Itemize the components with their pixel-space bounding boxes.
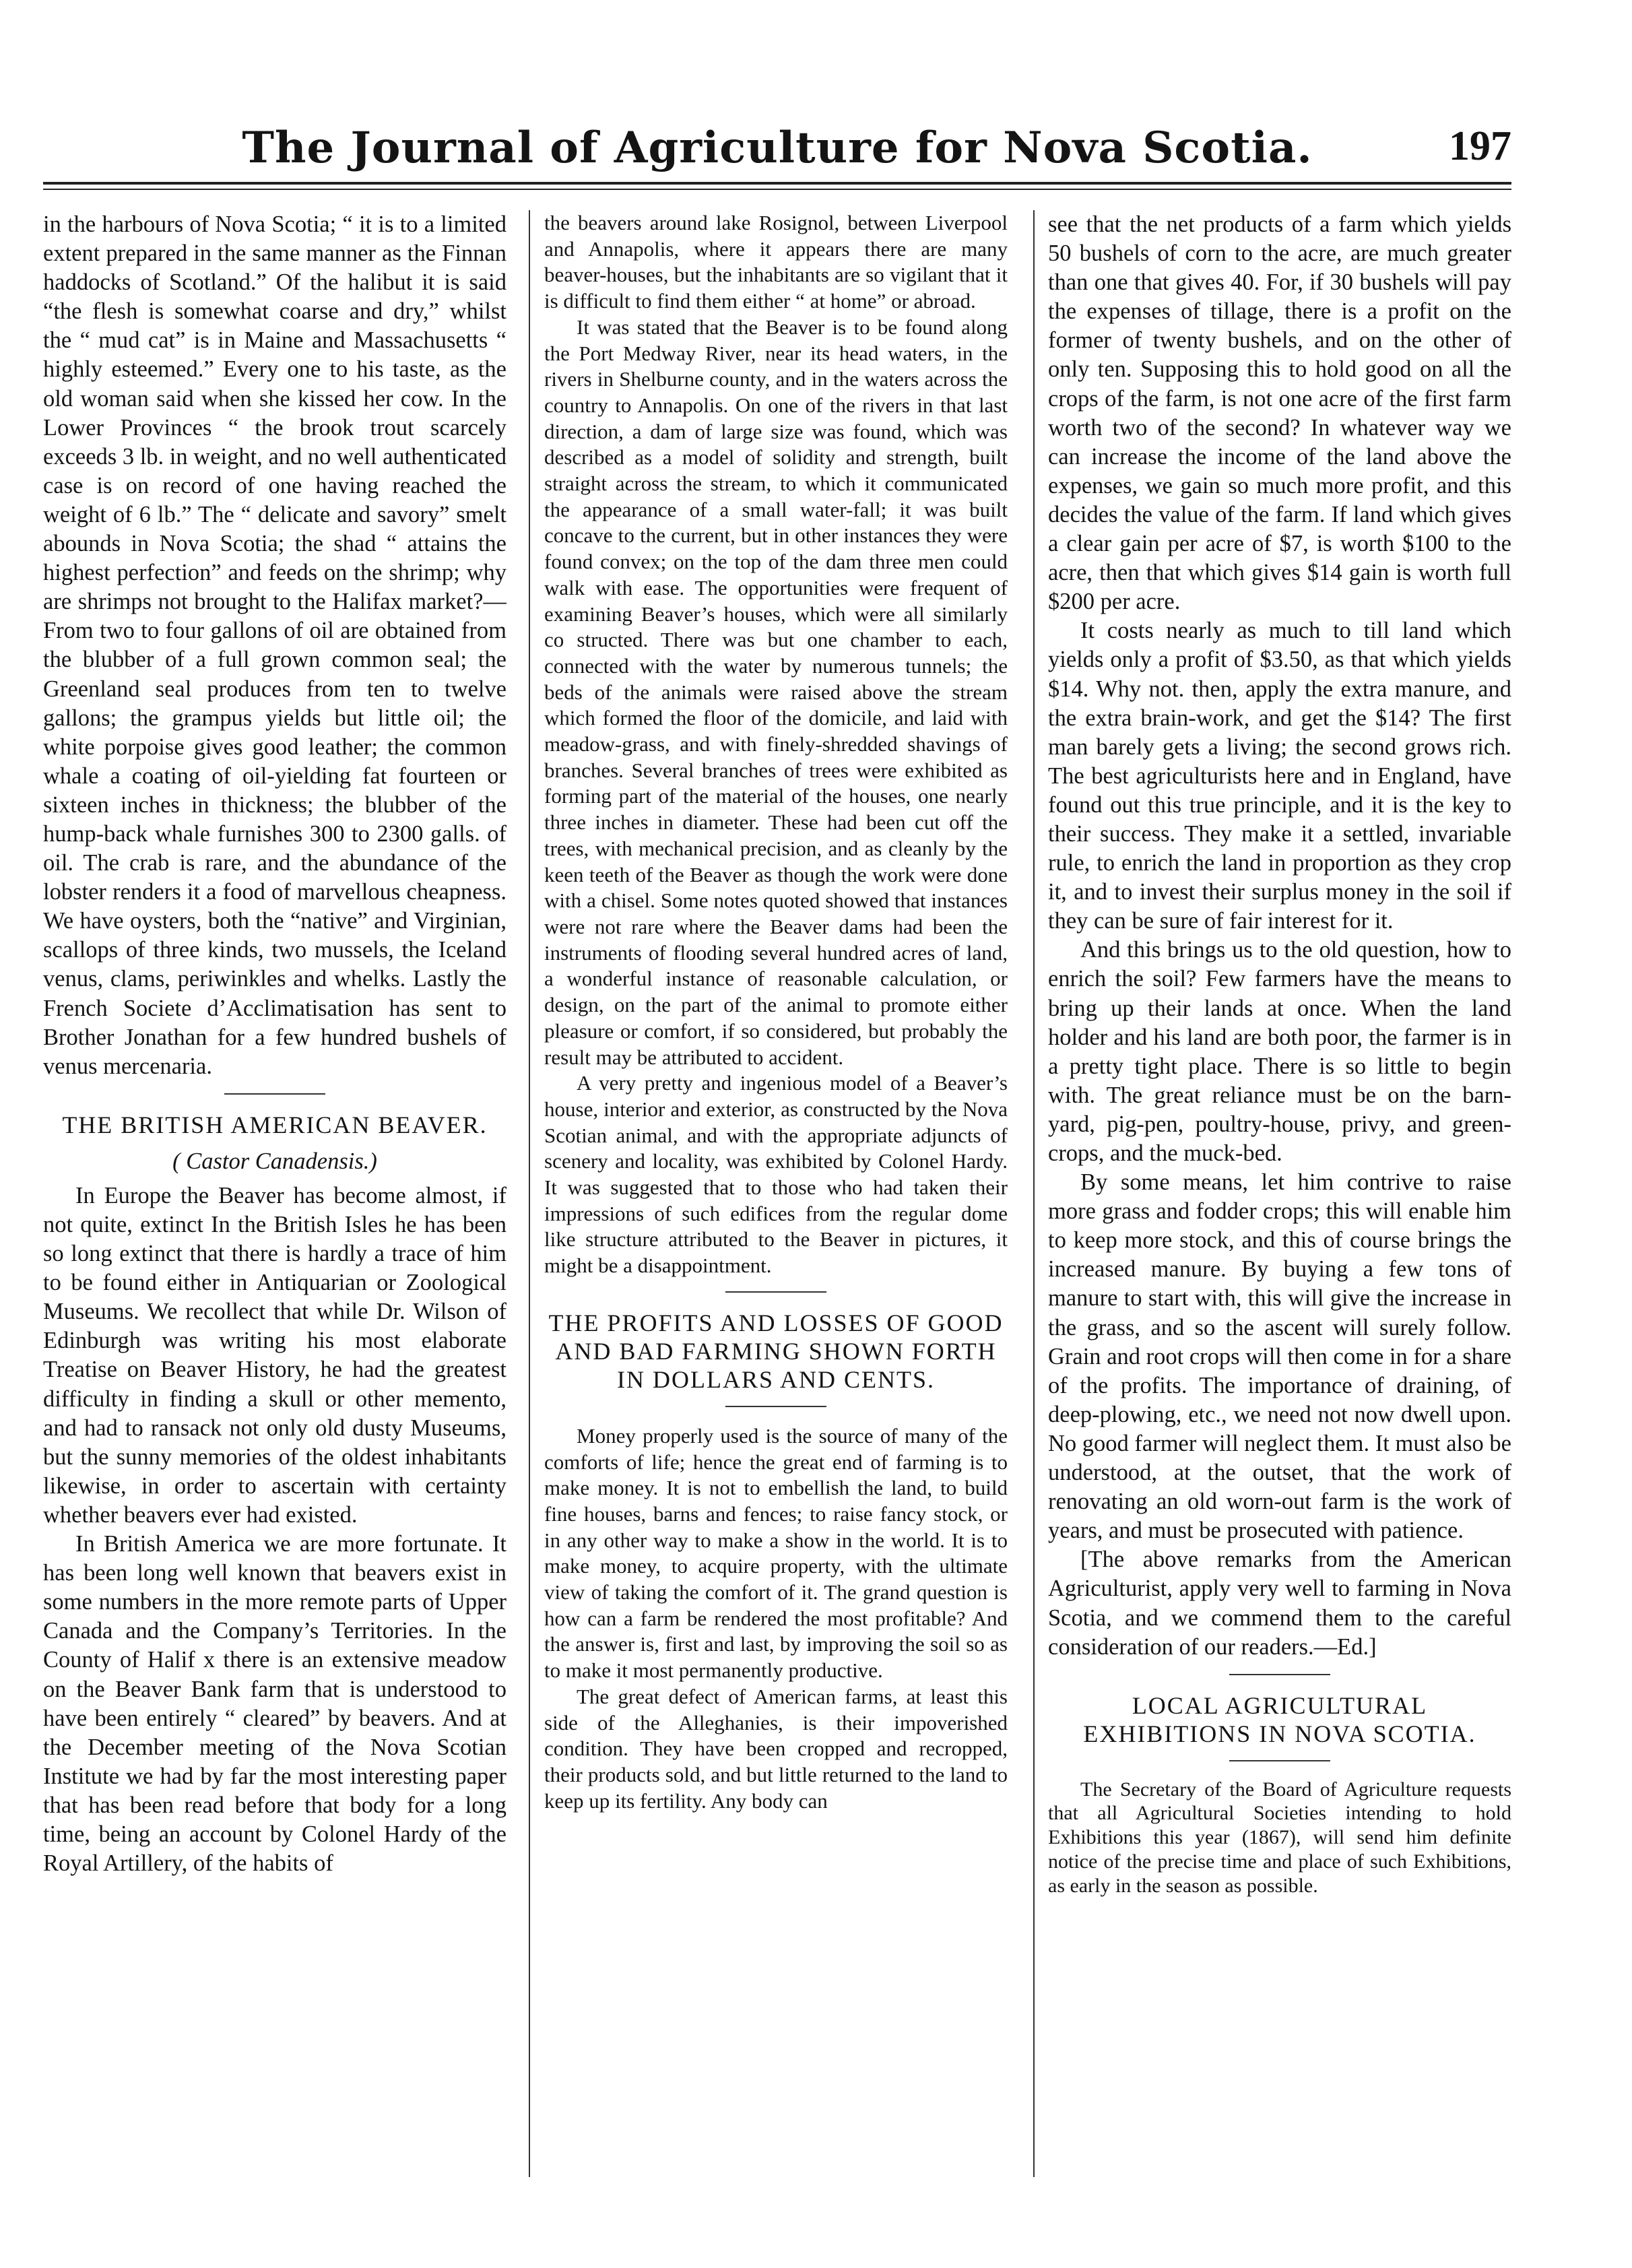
section-divider xyxy=(725,1291,826,1293)
article-paragraph: And this brings us to the old question, how to enrich the soil? Few farmers have the means to bring up their lands at once. When the land holder and his land are both poor, the farmer is in a pretty tight place. There is so little to begin with. The great reliance must be on the barn-yard, pig-pen, poultry-house, privy, and green-crops, and the muck-bed. xyxy=(1048,937,1511,1166)
article-paragraph: It was stated that the Beaver is to be found along the Port Medway River, near its head waters, in the rivers in Shelburne county, and in the waters across the country to Annapolis. On one of the rivers in that last direction, a dam of large size was found, which was described as a model of solidity and strength, built straight across the stream, to which it communicated the appearance of a small water-fall; it was built concave to the current, but in other instances they were found convex; on the top of the dam three men could walk with ease. The opportunities were frequent of examining Beaver’s houses, which were all similarly co structed. There was but one chamber to each, connected with the water by numerous tunnels; the beds of the animals were raised above the stream which formed the floor of the domicile, and laid with meadow-grass, and with finely-shredded shavings of branches. Several branches of trees were exhibited as forming part of the material of the houses, one nearly three inches in diameter. These had been cut off the trees, with mechanical precision, and as cleanly by the keen teeth of the Beaver as though the work were done with a chisel. Some notes quoted showed that instances were not rare where the Beaver dams had been the instruments of flooding several hundred acres of land, a wonderful instance of reasonable calculation, or design, on the part of the animal to promote either pleasure or comfort, if so considered, but probably the result may be attributed to accident. xyxy=(544,315,1008,1069)
column-divider xyxy=(1033,210,1035,2177)
article-paragraph: in the harbours of Nova Scotia; “ it is to a limited extent prepared in the same manner as the Finnan haddocks of Scotland.” Of the halibut it is said “the flesh is somewhat coarse and dry,” whilst the “ mud cat” is in Maine and Massachusetts “ highly esteemed.” Every one to his taste, as the old woman said when she kissed her cow. In the Lower Provinces “ the brook trout scarcely exceeds 3 lb. in weight, and no well authenticated case is on record of one having reached the weight of 6 lb.” The “ delicate and savory” smelt abounds in Nova Scotia; the shad “ attains the highest perfection” and feeds on the shrimp; why are shrimps not brought to the Halifax market?— From two to four gallons of oil are obtained from the blubber of a full grown common seal; the Greenland seal produces from ten to twelve gallons; the grampus yields but little oil; the white porpoise gives good leather; the common whale a coating of oil-yielding fat fourteen or sixteen inches in thickness; the blubber of the hump-back whale furnishes 300 to 2300 galls. of oil. The crab is rare, and the abundance of the lobster renders it a food of marvellous cheapness. We have oysters, both the “native” and Virginian, scallops of three kinds, two mussels, the Iceland venus, clams, periwinkles and whelks. Lastly the French Societe d’Acclimatisation has sent to Brother Jonathan for a few hundred bushels of venus mercenaria. xyxy=(43,212,507,1079)
article-paragraph: The great defect of American farms, at least this side of the Alleghanies, is their impoverished condition. They have been cropped and recropped, their products sold, and but little returned to the land to keep up its fertility. Any body can xyxy=(544,1684,1008,1813)
section-divider xyxy=(224,1093,325,1095)
article-paragraph: It costs nearly as much to till land which yields only a profit of $3.50, as that which yields $14. Why not. then, apply the extra manure, and the extra brain-work, and get the $14? The first man barely gets a living; the second grows rich. The best agriculturists here and in England, have found out this true principle, and it is the key to their success. They make it a settled, invariable rule, to enrich the land in proportion as they crop it, and to invest their surplus money in the soil if they can be sure of fair interest for it. xyxy=(1048,618,1511,934)
article-paragraph: In British America we are more fortunate. It has been long well known that beavers exist in some numbers in the more remote parts of Upper Canada and the Company’s Territories. In the County of Halif x there is an extensive meadow on the Beaver Bank farm that is understood to have been entirely “ cleared” by beavers. And at the December meeting of the Nova Scotian Institute we had by far the most interesting paper that has been read before that body for a long time, being an account by Colonel Hardy of the Royal Artillery, of the habits of xyxy=(43,1531,507,1877)
section-heading-beaver: THE BRITISH AMERICAN BEAVER. xyxy=(62,1111,488,1138)
journal-title: The Journal of Agriculture for Nova Scotia. xyxy=(242,123,1313,173)
section-divider xyxy=(1229,1760,1330,1761)
editor-note: [The above remarks from the American Agriculturist, apply very well to farming in Nova Scotia, and we commend them to the careful consideration of our readers.—Ed.] xyxy=(1048,1547,1511,1660)
section-divider xyxy=(1229,1674,1330,1675)
header-rule xyxy=(43,182,1511,185)
column-right xyxy=(1048,210,1511,2204)
section-heading-profits: THE PROFITS AND LOSSES OF GOOD AND BAD FARMING SHOWN FORTH IN DOLLARS AND CENTS. xyxy=(548,1309,1004,1393)
page-number: 197 xyxy=(1449,123,1511,169)
page-header xyxy=(43,115,1511,175)
column-divider xyxy=(529,210,530,2177)
article-paragraph: In Europe the Beaver has become almost, if not quite, extinct In the British Isles he has been so long extinct that there is hardly a trace of him to be found either in Antiquarian or Zoological Museums. We recollect that while Dr. Wilson of Edinburgh was writing his most elaborate Treatise on Beaver History, he had the greatest difficulty in finding a skull or other memento, and had to ransack not only old dusty Museums, but the sunny memories of the oldest inhabitants likewise, in order to ascertain with certainty whether beavers ever had existed. xyxy=(43,1182,507,1528)
article-paragraph: the beavers around lake Rosignol, between Liverpool and Annapolis, where it appears there are many beaver-houses, but the inhabitants are so vigilant that it is difficult to find them either “ at home” or abroad. xyxy=(544,211,1008,313)
header-rule-thin xyxy=(43,189,1511,190)
column-middle xyxy=(544,210,1008,2204)
column-left xyxy=(43,210,507,2204)
article-paragraph: A very pretty and ingenious model of a Beaver’s house, interior and exterior, as constructed by the Nova Scotian animal, and with the appropriate adjuncts of scenery and locality, was exhibited by Colonel Hardy. It was suggested that to those who had taken their impressions of such edifices from the regular dome like structure attributed to the Beaver in pictures, it might be a disappointment. xyxy=(544,1071,1008,1278)
section-subheading: ( Castor Canadensis.) xyxy=(172,1148,377,1174)
notice-paragraph: The Secretary of the Board of Agriculture requests that all Agricultural Societies intending to hold Exhibitions this year (1867), will send him definite notice of the precise time and place of such Exhibitions, as early in the season as possible. xyxy=(1048,1778,1511,1897)
article-paragraph: By some means, let him contrive to raise more grass and fodder crops; this will enable him to keep more stock, and this of course brings the increased manure. By buying a few tons of manure to start with, this will give the increase in the grass, and so the ascent will surely follow. Grain and root crops will then come in for a share of the profits. The importance of draining, of deep-plowing, etc., we need not now dwell upon. No good farmer will neglect them. It must also be understood, at the outset, that the work of renovating an old worn-out farm is the work of years, and must be prosecuted with patience. xyxy=(1048,1169,1511,1544)
section-divider xyxy=(725,1406,826,1407)
section-heading-exhibitions: LOCAL AGRICULTURAL EXHIBITIONS IN NOVA SCOTIA. xyxy=(1083,1691,1476,1747)
article-paragraph: Money properly used is the source of many of the comforts of life; hence the great end of farming is to make money. It is not to embellish the land, to build fine houses, barns and fences; to raise fancy stock, or in any other way to make a show in the world. It is to make money, to acquire property, with the ultimate view of taking the comfort of it. The grand question is how can a farm be rendered the most profitable? And the answer is, first and last, by improving the soil so as to make it most permanently productive. xyxy=(544,1423,1008,1683)
article-paragraph: see that the net products of a farm which yields 50 bushels of corn to the acre, are much greater than one that gives 40. For, if 30 bushels will pay the expenses of tillage, there is a profit on the former of twenty bushels, and on the other of only ten. Supposing this to hold good on all the crops of the farm, is not one acre of the first farm worth two of the second? In whatever way we can increase the income of the land above the expenses, we gain so much more profit, and this decides the value of the farm. If land which gives a clear gain per acre of $7, is worth $100 to the acre, then that which gives $14 gain is worth full $200 per acre. xyxy=(1048,212,1511,615)
